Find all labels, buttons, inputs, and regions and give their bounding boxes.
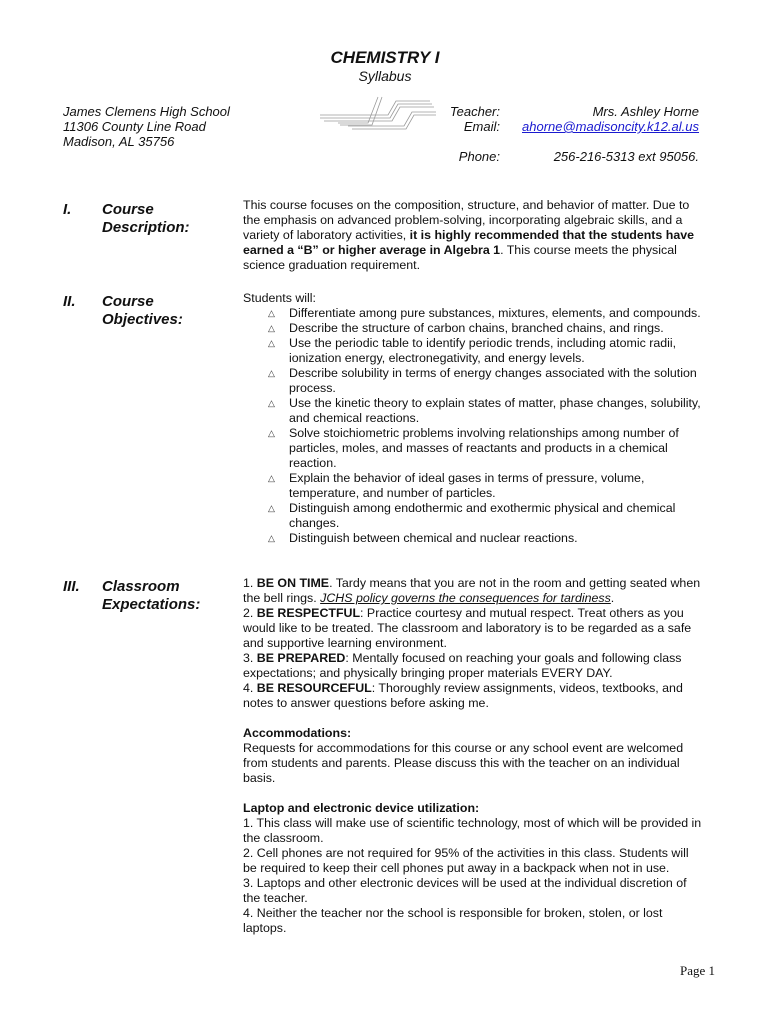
teacher-label: Teacher: xyxy=(449,104,500,119)
triangle-bullet-icon: △ xyxy=(268,503,275,513)
course-objectives xyxy=(243,291,705,546)
phone-number: 256-216-5313 ext 95056. xyxy=(553,149,699,164)
triangle-bullet-icon: △ xyxy=(268,323,275,333)
triangle-bullet-icon: △ xyxy=(268,338,275,348)
accommodations-text: Requests for accommodations for this course or any school event are welcomed from students and parents. Please discuss this with the teacher on an individual basis. xyxy=(243,741,684,785)
laptop-item: 1. This class will make use of scientific technology, most of which will be provided in the classroom. xyxy=(243,816,702,845)
rule-item: 3. BE PREPARED: Mentally focused on reaching your goals and following class expectations; and physically bringing proper materials EVERY DAY. xyxy=(243,651,682,680)
objectives-list xyxy=(243,306,705,546)
section-heading: Course Objectives: xyxy=(102,293,183,328)
school-name: James Clemens High School xyxy=(63,104,230,119)
section-heading: Classroom Expectations: xyxy=(102,578,201,613)
classroom-expectations xyxy=(243,576,705,936)
laptop-item: 4. Neither the teacher nor the school is responsible for broken, stolen, or lost laptops. xyxy=(243,906,663,935)
list-item: △ Describe solubility in terms of energy changes associated with the solution process. xyxy=(268,366,697,395)
rule-item: 4. BE RESOURCEFUL: Thoroughly review assignments, videos, textbooks, and notes to answer questions before asking me. xyxy=(243,681,683,710)
triangle-bullet-icon: △ xyxy=(268,428,275,438)
list-item: △ Use the periodic table to identify periodic trends, including atomic radii, ionization energy, electronegativity, and energy levels. xyxy=(268,336,677,365)
course-description: This course focuses on the composition, structure, and behavior of matter. Due to the emphasis on advanced problem-solving, incorporating algebraic skills, and a variety of laboratory activities, it is highly recommended that the students have earned a “B” or higher average in Algebra 1. This course meets the physical science graduation requirement. xyxy=(243,198,695,272)
accommodations-title: Accommodations: xyxy=(243,726,352,740)
laptop-item: 2. Cell phones are not required for 95% of the activities in this class. Students will be required to keep their cell phones put away in a backpack when not in use. xyxy=(243,846,689,875)
list-item: △ Differentiate among pure substances, mixtures, elements, and compounds. xyxy=(268,306,701,320)
rule-item: 2. BE RESPECTFUL: Practice courtesy and mutual respect. Treat others as you would like to be treated. The classroom and laboratory is to be regarded as a safe and supportive learning environment. xyxy=(243,606,692,650)
laptop-item: 3. Laptops and other electronic devices will be used at the individual discretion of the teacher. xyxy=(243,876,687,905)
rule-item: 1. BE ON TIME. Tardy means that you are not in the room and getting seated when the bell rings. JCHS policy governs the consequences for tardiness. xyxy=(243,576,701,605)
objectives-intro: Students will: xyxy=(243,291,317,305)
tardiness-policy-link[interactable]: JCHS policy governs the consequences for tardiness xyxy=(320,591,611,605)
section-number: II. xyxy=(63,293,76,310)
list-item: △ Explain the behavior of ideal gases in terms of pressure, volume, temperature, and number of particles. xyxy=(268,471,645,500)
list-item: △ Distinguish between chemical and nuclear reactions. xyxy=(268,531,578,545)
list-item: △ Solve stoichiometric problems involving relationships among number of particles, moles, and masses of reactants and products in a chemical reaction. xyxy=(268,426,679,470)
triangle-bullet-icon: △ xyxy=(268,398,275,408)
triangle-bullet-icon: △ xyxy=(268,308,275,318)
laptop-title: Laptop and electronic device utilization: xyxy=(243,801,480,815)
phone-label: Phone: xyxy=(458,149,500,164)
email-label: Email: xyxy=(463,119,500,134)
teacher-name: Mrs. Ashley Horne xyxy=(592,104,699,119)
page-number: Page 1 xyxy=(679,963,715,978)
email-link[interactable]: ahorne@madisoncity.k12.al.us xyxy=(522,119,699,134)
section-heading: Course Description: xyxy=(102,201,190,236)
school-address xyxy=(63,104,230,149)
triangle-bullet-icon: △ xyxy=(268,368,275,378)
school-street: 11306 County Line Road xyxy=(63,119,206,134)
school-city: Madison, AL 35756 xyxy=(63,134,175,149)
list-item: △ Use the kinetic theory to explain states of matter, phase changes, solubility, and chemical reactions. xyxy=(268,396,701,425)
triangle-bullet-icon: △ xyxy=(268,473,275,483)
list-item: △ Distinguish among endothermic and exothermic physical and chemical changes. xyxy=(268,501,676,530)
triangle-bullet-icon: △ xyxy=(268,533,275,543)
document-subtitle: Syllabus xyxy=(358,68,412,84)
document-title: CHEMISTRY I xyxy=(330,48,440,67)
list-item: △ Describe the structure of carbon chains, branched chains, and rings. xyxy=(268,321,664,335)
section-number: I. xyxy=(63,201,72,218)
section-number: III. xyxy=(63,578,80,595)
